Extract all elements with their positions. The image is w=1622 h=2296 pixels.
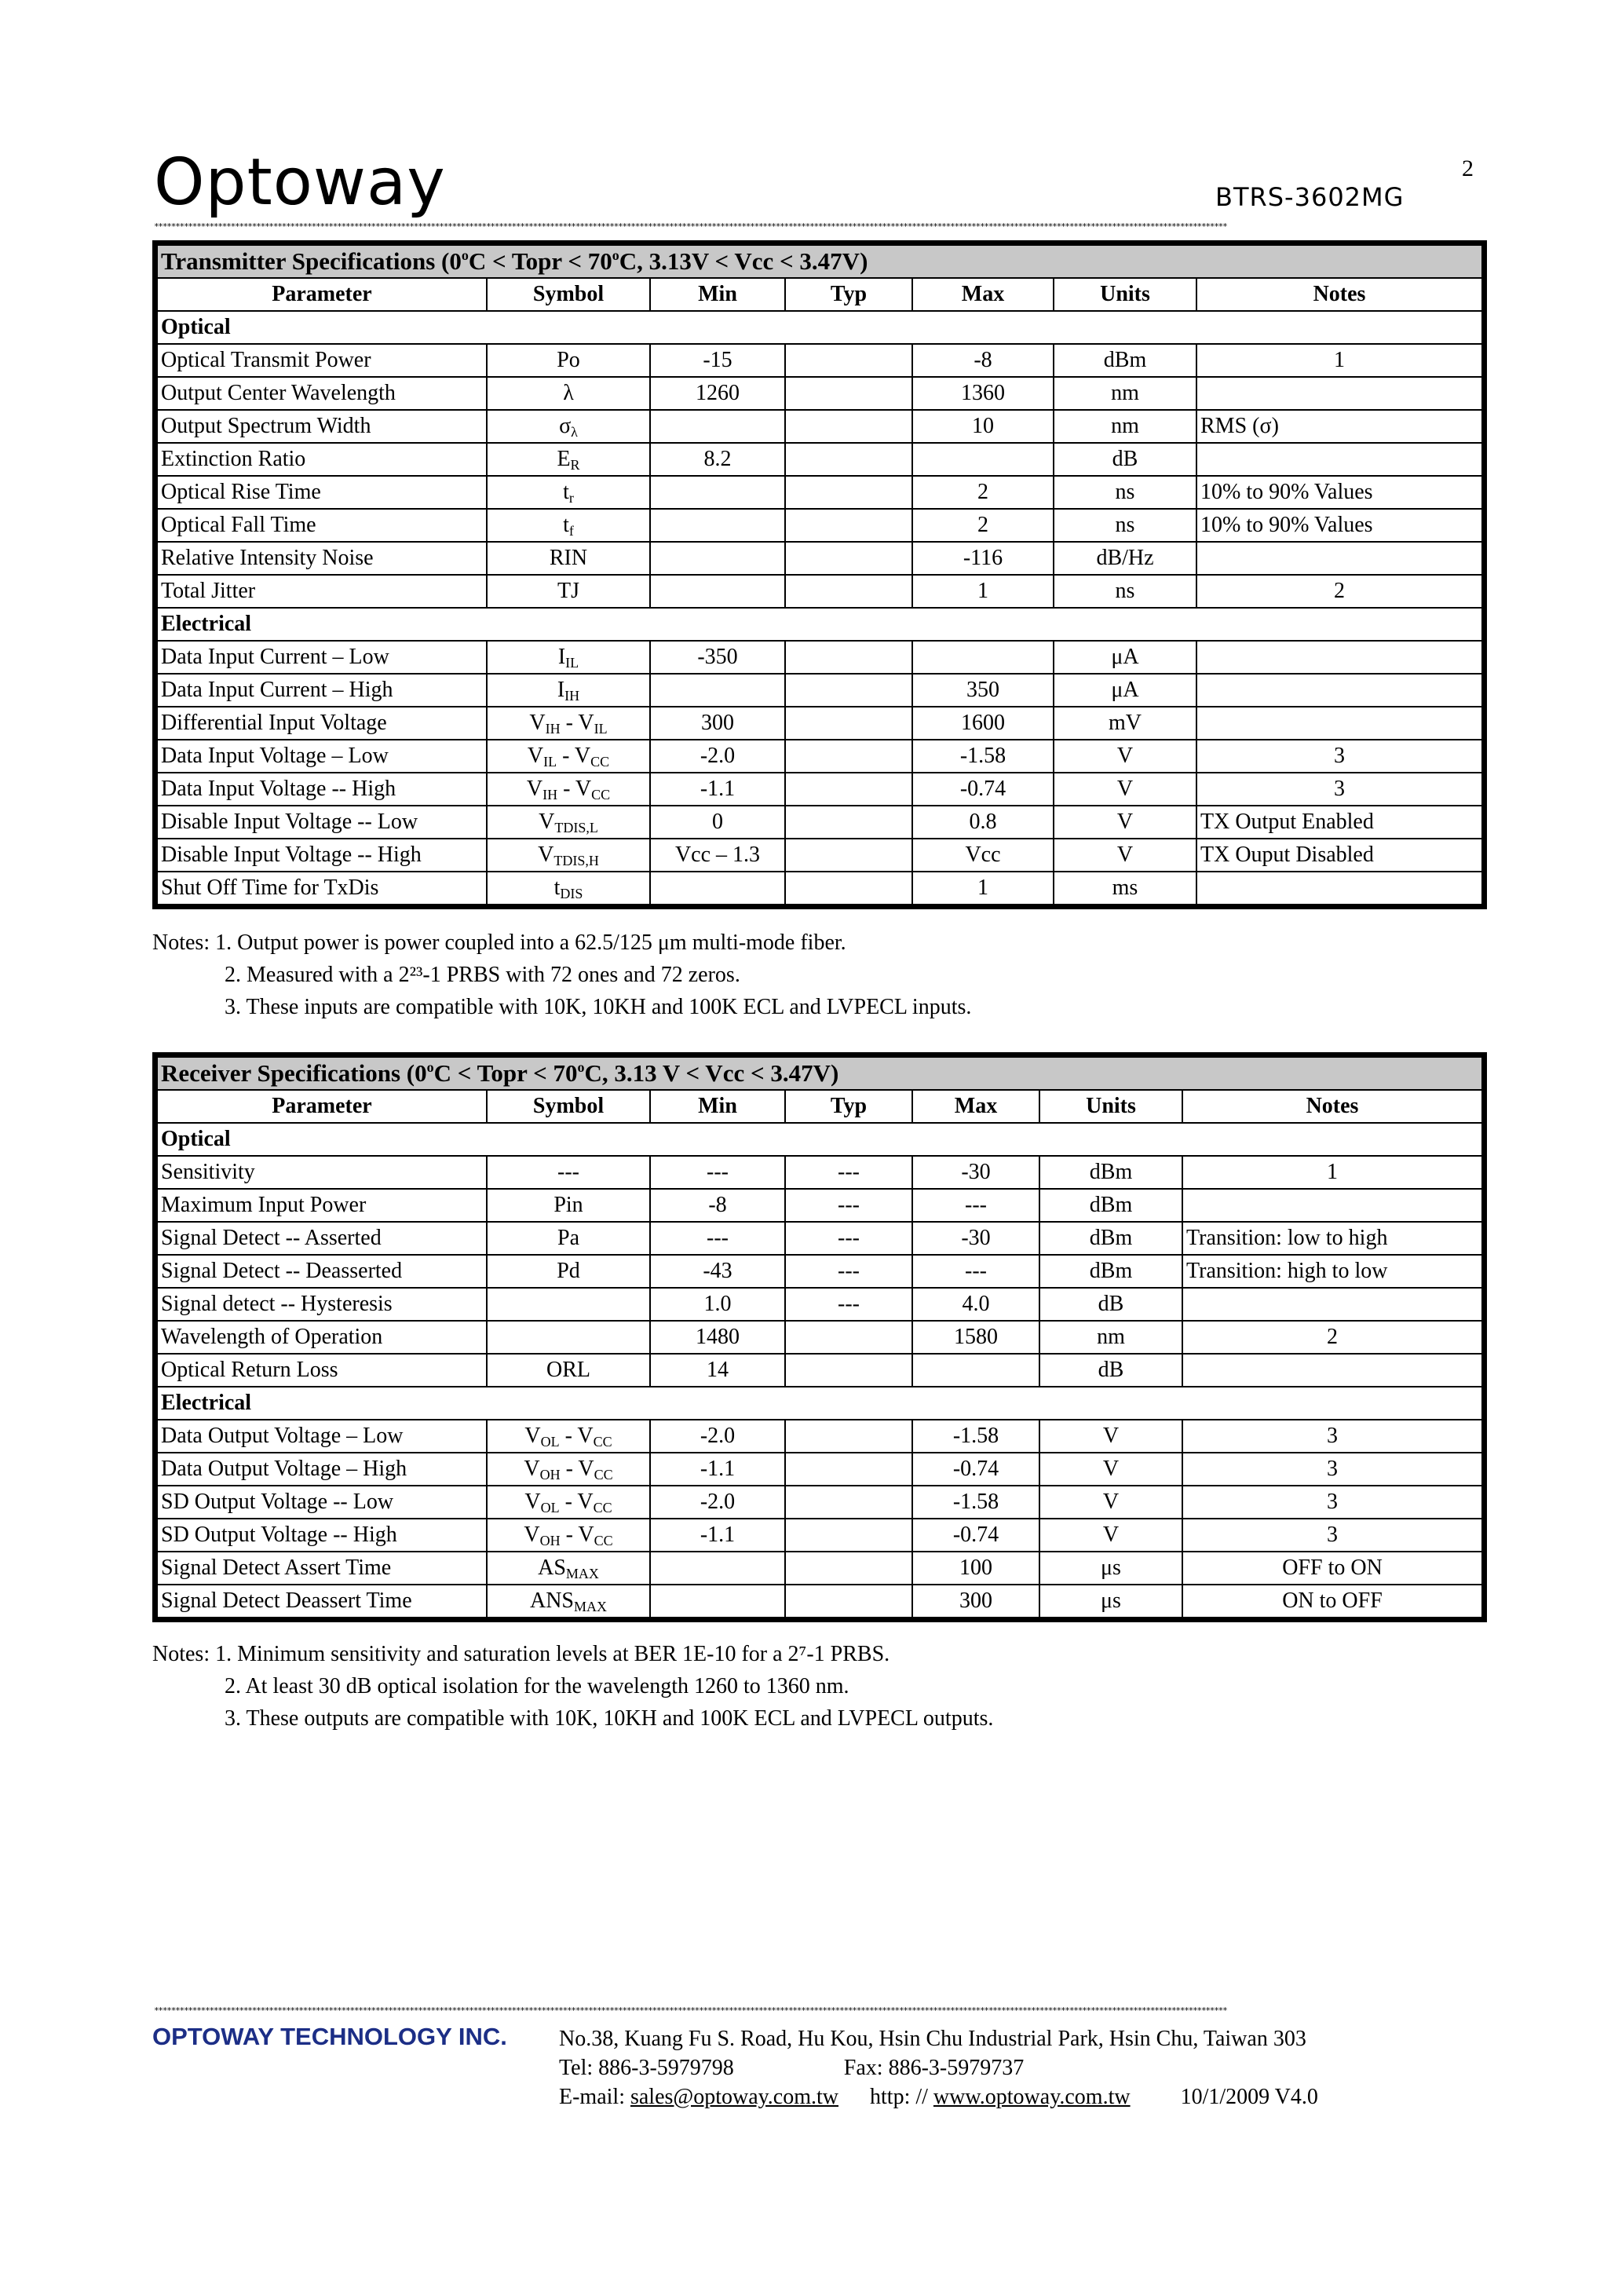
cell-symbol: --- bbox=[487, 1156, 650, 1189]
cell-typ bbox=[785, 1519, 912, 1552]
footer-contact bbox=[559, 2024, 1318, 2111]
footer-website-link[interactable]: www.optoway.com.tw bbox=[933, 2085, 1131, 2109]
cell-notes bbox=[1196, 542, 1482, 575]
footer-web-line bbox=[559, 2082, 1318, 2111]
cell-notes: 10% to 90% Values bbox=[1196, 509, 1482, 542]
cell-symbol bbox=[487, 1321, 650, 1354]
cell-min bbox=[650, 1552, 785, 1585]
section-electrical: Electrical bbox=[157, 608, 1482, 641]
cell-units: ms bbox=[1054, 872, 1196, 905]
transmitter-spec-table bbox=[152, 240, 1487, 909]
cell-notes: 1 bbox=[1182, 1156, 1482, 1189]
cell-notes: ON to OFF bbox=[1182, 1585, 1482, 1618]
cell-notes bbox=[1182, 1354, 1482, 1387]
cell-units: μs bbox=[1039, 1585, 1182, 1618]
cell-notes: 3 bbox=[1182, 1420, 1482, 1453]
cell-max: 1 bbox=[912, 575, 1054, 608]
tx-note-3: 3. These inputs are compatible with 10K, 10KH and 100K ECL and LVPECL inputs. bbox=[225, 995, 972, 1019]
cell-parameter: Signal Detect Assert Time bbox=[157, 1552, 487, 1585]
cell-max: 0.8 bbox=[912, 806, 1054, 839]
cell-parameter: Signal Detect -- Deasserted bbox=[157, 1255, 487, 1288]
cell-units: ns bbox=[1054, 509, 1196, 542]
cell-min: -1.1 bbox=[650, 1453, 785, 1486]
footer-email-link[interactable]: sales@optoway.com.tw bbox=[630, 2085, 839, 2109]
cell-symbol: $I_{IH}$ bbox=[487, 674, 650, 707]
cell-min bbox=[650, 674, 785, 707]
cell-units: dB/Hz bbox=[1054, 542, 1196, 575]
cell-max: --- bbox=[912, 1255, 1039, 1288]
rx-note-2: 2. At least 30 dB optical isolation for the wavelength 1260 to 1360 nm. bbox=[225, 1674, 849, 1698]
col-header: Symbol bbox=[487, 278, 650, 311]
cell-symbol: $I_{IL}$ bbox=[487, 641, 650, 674]
cell-max: 300 bbox=[912, 1585, 1039, 1618]
col-header: Max bbox=[912, 1090, 1039, 1123]
cell-parameter: Optical Fall Time bbox=[157, 509, 487, 542]
cell-units: V bbox=[1039, 1486, 1182, 1519]
receiver-title: Receiver Specifications ($0^oC$ < Topr < $70^oC$, 3.13 V < Vcc < 3.47V) bbox=[157, 1057, 1482, 1090]
table-row bbox=[157, 707, 1482, 740]
cell-notes bbox=[1182, 1189, 1482, 1222]
cell-min: -43 bbox=[650, 1255, 785, 1288]
footer-phone-line bbox=[559, 2053, 1318, 2082]
cell-typ: --- bbox=[785, 1288, 912, 1321]
cell-parameter: Wavelength of Operation bbox=[157, 1321, 487, 1354]
cell-typ: --- bbox=[785, 1189, 912, 1222]
cell-min: -1.1 bbox=[650, 773, 785, 806]
cell-symbol: $V_{TDIS,L}$ bbox=[487, 806, 650, 839]
table-row bbox=[157, 641, 1482, 674]
col-header: Units bbox=[1039, 1090, 1182, 1123]
table-row bbox=[157, 344, 1482, 377]
cell-units: V bbox=[1039, 1519, 1182, 1552]
cell-max: 1600 bbox=[912, 707, 1054, 740]
cell-max: --- bbox=[912, 1189, 1039, 1222]
cell-min: 300 bbox=[650, 707, 785, 740]
cell-max: -1.58 bbox=[912, 1420, 1039, 1453]
cell-max: -0.74 bbox=[912, 773, 1054, 806]
cell-typ bbox=[785, 1585, 912, 1618]
table-header-row bbox=[157, 278, 1482, 311]
cell-units: dBm bbox=[1039, 1189, 1182, 1222]
table-row bbox=[157, 1156, 1482, 1189]
col-header: Parameter bbox=[157, 278, 487, 311]
cell-typ bbox=[785, 1552, 912, 1585]
col-header: Symbol bbox=[487, 1090, 650, 1123]
table-row bbox=[157, 1288, 1482, 1321]
cell-units: V bbox=[1054, 806, 1196, 839]
col-header: Typ bbox=[785, 1090, 912, 1123]
table-row bbox=[157, 872, 1482, 905]
cell-parameter: Data Input Voltage -- High bbox=[157, 773, 487, 806]
cell-parameter: Differential Input Voltage bbox=[157, 707, 487, 740]
cell-typ bbox=[785, 443, 912, 476]
cell-units: V bbox=[1039, 1453, 1182, 1486]
cell-notes: 3 bbox=[1196, 773, 1482, 806]
cell-units: dBm bbox=[1039, 1255, 1182, 1288]
cell-notes: TX Ouput Disabled bbox=[1196, 839, 1482, 872]
cell-parameter: Output Spectrum Width bbox=[157, 410, 487, 443]
cell-symbol: $V_{TDIS,H}$ bbox=[487, 839, 650, 872]
cell-min: 1260 bbox=[650, 377, 785, 410]
table-row bbox=[157, 839, 1482, 872]
cell-min: -8 bbox=[650, 1189, 785, 1222]
cell-notes bbox=[1196, 872, 1482, 905]
cell-min: -2.0 bbox=[650, 1486, 785, 1519]
cell-min: --- bbox=[650, 1222, 785, 1255]
footer-http-label: http: // bbox=[870, 2085, 928, 2109]
cell-parameter: Signal Detect Deassert Time bbox=[157, 1585, 487, 1618]
table-row bbox=[157, 377, 1482, 410]
cell-symbol: $E_R$ bbox=[487, 443, 650, 476]
cell-parameter: SD Output Voltage -- Low bbox=[157, 1486, 487, 1519]
cell-notes: 3 bbox=[1182, 1453, 1482, 1486]
cell-min: 14 bbox=[650, 1354, 785, 1387]
cell-max: 2 bbox=[912, 509, 1054, 542]
cell-notes bbox=[1196, 443, 1482, 476]
cell-typ bbox=[785, 872, 912, 905]
cell-parameter: Maximum Input Power bbox=[157, 1189, 487, 1222]
col-header: Parameter bbox=[157, 1090, 487, 1123]
cell-units: mV bbox=[1054, 707, 1196, 740]
cell-units: ns bbox=[1054, 476, 1196, 509]
cell-units: V bbox=[1054, 839, 1196, 872]
col-header: Min bbox=[650, 1090, 785, 1123]
cell-typ: --- bbox=[785, 1222, 912, 1255]
cell-typ bbox=[785, 542, 912, 575]
cell-typ bbox=[785, 344, 912, 377]
cell-parameter: Data Input Voltage – Low bbox=[157, 740, 487, 773]
cell-parameter: Data Output Voltage – Low bbox=[157, 1420, 487, 1453]
footer-separator: ************************************************************************************************************************************************************************************************************************************************************ bbox=[154, 2007, 1227, 2015]
cell-units: ns bbox=[1054, 575, 1196, 608]
cell-max: -1.58 bbox=[912, 740, 1054, 773]
cell-typ bbox=[785, 410, 912, 443]
company-logo: Optoway bbox=[154, 145, 446, 220]
cell-min: -1.1 bbox=[650, 1519, 785, 1552]
cell-notes: Transition: low to high bbox=[1182, 1222, 1482, 1255]
tx-note-2: 2. Measured with a 2²³-1 PRBS with 72 ones and 72 zeros. bbox=[225, 963, 740, 987]
cell-typ bbox=[785, 773, 912, 806]
tx-note-1: Notes: 1. Output power is power coupled into a 62.5/125 μm multi-mode fiber. bbox=[152, 930, 846, 955]
cell-units: μs bbox=[1039, 1552, 1182, 1585]
cell-parameter: Relative Intensity Noise bbox=[157, 542, 487, 575]
cell-min: -350 bbox=[650, 641, 785, 674]
table-row bbox=[157, 1486, 1482, 1519]
cell-symbol: $V_{IH} - V_{CC}$ bbox=[487, 773, 650, 806]
cell-max: 1 bbox=[912, 872, 1054, 905]
cell-min: 1.0 bbox=[650, 1288, 785, 1321]
cell-units: dBm bbox=[1039, 1222, 1182, 1255]
cell-typ bbox=[785, 641, 912, 674]
cell-notes: 3 bbox=[1196, 740, 1482, 773]
cell-notes: RMS (σ) bbox=[1196, 410, 1482, 443]
cell-min bbox=[650, 410, 785, 443]
cell-symbol: ORL bbox=[487, 1354, 650, 1387]
cell-units: μA bbox=[1054, 641, 1196, 674]
cell-symbol: $t_{DIS}$ bbox=[487, 872, 650, 905]
cell-notes: 2 bbox=[1182, 1321, 1482, 1354]
cell-symbol: $t_f$ bbox=[487, 509, 650, 542]
footer-company-name: OPTOWAY TECHNOLOGY INC. bbox=[152, 2023, 507, 2050]
cell-max: -30 bbox=[912, 1222, 1039, 1255]
cell-parameter: Signal Detect -- Asserted bbox=[157, 1222, 487, 1255]
table-row bbox=[157, 1585, 1482, 1618]
cell-min: --- bbox=[650, 1156, 785, 1189]
cell-units: dB bbox=[1039, 1288, 1182, 1321]
cell-max: -0.74 bbox=[912, 1519, 1039, 1552]
cell-parameter: Data Input Current – High bbox=[157, 674, 487, 707]
cell-parameter: Optical Rise Time bbox=[157, 476, 487, 509]
cell-symbol: Pd bbox=[487, 1255, 650, 1288]
header-separator: ************************************************************************************************************************************************************************************************************************************************************ bbox=[154, 223, 1227, 231]
cell-parameter: Total Jitter bbox=[157, 575, 487, 608]
cell-notes: 3 bbox=[1182, 1519, 1482, 1552]
table-row bbox=[157, 674, 1482, 707]
cell-notes: 10% to 90% Values bbox=[1196, 476, 1482, 509]
cell-parameter: Signal detect -- Hysteresis bbox=[157, 1288, 487, 1321]
cell-max bbox=[912, 443, 1054, 476]
cell-notes: 1 bbox=[1196, 344, 1482, 377]
table-row bbox=[157, 476, 1482, 509]
cell-units: V bbox=[1054, 773, 1196, 806]
cell-symbol: $V_{OL} - V_{CC}$ bbox=[487, 1486, 650, 1519]
cell-units: nm bbox=[1054, 410, 1196, 443]
cell-notes: 3 bbox=[1182, 1486, 1482, 1519]
cell-typ bbox=[785, 575, 912, 608]
cell-min: -2.0 bbox=[650, 1420, 785, 1453]
cell-max: 2 bbox=[912, 476, 1054, 509]
receiver-spec-table bbox=[152, 1052, 1487, 1622]
cell-max: 1580 bbox=[912, 1321, 1039, 1354]
cell-units: dBm bbox=[1039, 1156, 1182, 1189]
table-row bbox=[157, 1420, 1482, 1453]
cell-min: Vcc – 1.3 bbox=[650, 839, 785, 872]
cell-parameter: Output Center Wavelength bbox=[157, 377, 487, 410]
cell-max: -116 bbox=[912, 542, 1054, 575]
cell-symbol: λ bbox=[487, 377, 650, 410]
cell-min bbox=[650, 542, 785, 575]
section-optical: Optical bbox=[157, 1123, 1482, 1156]
cell-min: -15 bbox=[650, 344, 785, 377]
cell-units: dBm bbox=[1054, 344, 1196, 377]
table-header-row bbox=[157, 1090, 1482, 1123]
cell-max: 4.0 bbox=[912, 1288, 1039, 1321]
cell-symbol: $V_{OL} - V_{CC}$ bbox=[487, 1420, 650, 1453]
cell-symbol: $AS_{MAX}$ bbox=[487, 1552, 650, 1585]
cell-typ bbox=[785, 806, 912, 839]
cell-typ bbox=[785, 377, 912, 410]
cell-notes bbox=[1196, 674, 1482, 707]
receiver-notes bbox=[152, 1638, 993, 1735]
col-header: Max bbox=[912, 278, 1054, 311]
footer-fax: Fax: 886-3-5979737 bbox=[843, 2056, 1025, 2080]
cell-max: -0.74 bbox=[912, 1453, 1039, 1486]
cell-min bbox=[650, 575, 785, 608]
table-row bbox=[157, 1255, 1482, 1288]
cell-symbol: TJ bbox=[487, 575, 650, 608]
transmitter-notes bbox=[152, 927, 971, 1023]
col-header: Notes bbox=[1182, 1090, 1482, 1123]
table-row bbox=[157, 1222, 1482, 1255]
cell-notes bbox=[1196, 707, 1482, 740]
cell-notes: 2 bbox=[1196, 575, 1482, 608]
cell-max bbox=[912, 1354, 1039, 1387]
cell-typ: --- bbox=[785, 1156, 912, 1189]
cell-symbol bbox=[487, 1288, 650, 1321]
transmitter-title: Transmitter Specifications ($0^oC$ < Topr < $70^oC$, 3.13V < Vcc < 3.47V) bbox=[157, 245, 1482, 278]
cell-units: μA bbox=[1054, 674, 1196, 707]
cell-symbol: $V_{IH} - V_{IL}$ bbox=[487, 707, 650, 740]
cell-symbol: $\sigma_\lambda$ bbox=[487, 410, 650, 443]
cell-units: V bbox=[1054, 740, 1196, 773]
cell-max bbox=[912, 641, 1054, 674]
table-row bbox=[157, 410, 1482, 443]
table-row bbox=[157, 1519, 1482, 1552]
cell-symbol: $ANS_{MAX}$ bbox=[487, 1585, 650, 1618]
table-row bbox=[157, 1354, 1482, 1387]
cell-symbol: $V_{OH} - V_{CC}$ bbox=[487, 1453, 650, 1486]
cell-units: nm bbox=[1039, 1321, 1182, 1354]
cell-typ bbox=[785, 1486, 912, 1519]
cell-min: 1480 bbox=[650, 1321, 785, 1354]
cell-units: V bbox=[1039, 1420, 1182, 1453]
cell-notes: TX Output Enabled bbox=[1196, 806, 1482, 839]
cell-symbol: Po bbox=[487, 344, 650, 377]
cell-notes: OFF to ON bbox=[1182, 1552, 1482, 1585]
cell-typ bbox=[785, 1354, 912, 1387]
cell-typ bbox=[785, 839, 912, 872]
cell-parameter: Optical Return Loss bbox=[157, 1354, 487, 1387]
cell-symbol: $t_r$ bbox=[487, 476, 650, 509]
cell-max: 10 bbox=[912, 410, 1054, 443]
cell-units: nm bbox=[1054, 377, 1196, 410]
page-number: 2 bbox=[1462, 155, 1474, 181]
table-row bbox=[157, 443, 1482, 476]
cell-symbol: $V_{OH} - V_{CC}$ bbox=[487, 1519, 650, 1552]
cell-parameter: Data Input Current – Low bbox=[157, 641, 487, 674]
cell-min: 0 bbox=[650, 806, 785, 839]
cell-typ bbox=[785, 674, 912, 707]
section-electrical: Electrical bbox=[157, 1387, 1482, 1420]
table-row bbox=[157, 509, 1482, 542]
col-header: Notes bbox=[1196, 278, 1482, 311]
cell-typ bbox=[785, 707, 912, 740]
cell-max: 1360 bbox=[912, 377, 1054, 410]
cell-min: 8.2 bbox=[650, 443, 785, 476]
rx-note-3: 3. These outputs are compatible with 10K, 10KH and 100K ECL and LVPECL outputs. bbox=[225, 1706, 994, 1731]
cell-typ: --- bbox=[785, 1255, 912, 1288]
cell-parameter: Extinction Ratio bbox=[157, 443, 487, 476]
table-row bbox=[157, 740, 1482, 773]
cell-typ bbox=[785, 1453, 912, 1486]
cell-typ bbox=[785, 509, 912, 542]
table-row bbox=[157, 1552, 1482, 1585]
cell-max: -8 bbox=[912, 344, 1054, 377]
cell-symbol: Pin bbox=[487, 1189, 650, 1222]
section-optical: Optical bbox=[157, 311, 1482, 344]
cell-symbol: Pa bbox=[487, 1222, 650, 1255]
cell-parameter: SD Output Voltage -- High bbox=[157, 1519, 487, 1552]
cell-parameter: Disable Input Voltage -- High bbox=[157, 839, 487, 872]
table-row bbox=[157, 1321, 1482, 1354]
table-row bbox=[157, 542, 1482, 575]
cell-min bbox=[650, 476, 785, 509]
cell-units: dB bbox=[1054, 443, 1196, 476]
model-number: BTRS-3602MG bbox=[1215, 182, 1405, 212]
table-row bbox=[157, 1189, 1482, 1222]
cell-parameter: Shut Off Time for TxDis bbox=[157, 872, 487, 905]
cell-units: dB bbox=[1039, 1354, 1182, 1387]
cell-parameter: Sensitivity bbox=[157, 1156, 487, 1189]
footer-date-version: 10/1/2009 V4.0 bbox=[1180, 2085, 1318, 2109]
table-row bbox=[157, 575, 1482, 608]
cell-parameter: Data Output Voltage – High bbox=[157, 1453, 487, 1486]
table-row bbox=[157, 1453, 1482, 1486]
footer-address: No.38, Kuang Fu S. Road, Hu Kou, Hsin Chu Industrial Park, Hsin Chu, Taiwan 303 bbox=[559, 2027, 1306, 2051]
cell-min: -2.0 bbox=[650, 740, 785, 773]
cell-typ bbox=[785, 1321, 912, 1354]
cell-notes: Transition: high to low bbox=[1182, 1255, 1482, 1288]
cell-symbol: $V_{IL} - V_{CC}$ bbox=[487, 740, 650, 773]
cell-notes bbox=[1196, 377, 1482, 410]
cell-notes bbox=[1182, 1288, 1482, 1321]
cell-max: Vcc bbox=[912, 839, 1054, 872]
cell-typ bbox=[785, 740, 912, 773]
cell-typ bbox=[785, 476, 912, 509]
cell-parameter: Disable Input Voltage -- Low bbox=[157, 806, 487, 839]
col-header: Units bbox=[1054, 278, 1196, 311]
cell-typ bbox=[785, 1420, 912, 1453]
col-header: Typ bbox=[785, 278, 912, 311]
cell-min bbox=[650, 509, 785, 542]
cell-min bbox=[650, 872, 785, 905]
cell-parameter: Optical Transmit Power bbox=[157, 344, 487, 377]
cell-max: -1.58 bbox=[912, 1486, 1039, 1519]
table-row bbox=[157, 806, 1482, 839]
cell-max: 100 bbox=[912, 1552, 1039, 1585]
cell-symbol: RIN bbox=[487, 542, 650, 575]
cell-max: 350 bbox=[912, 674, 1054, 707]
cell-max: -30 bbox=[912, 1156, 1039, 1189]
footer-email-label: E-mail: bbox=[559, 2085, 625, 2109]
rx-note-1: Notes: 1. Minimum sensitivity and saturation levels at BER 1E-10 for a 2⁷-1 PRBS. bbox=[152, 1642, 890, 1666]
table-row bbox=[157, 773, 1482, 806]
cell-notes bbox=[1196, 641, 1482, 674]
cell-min bbox=[650, 1585, 785, 1618]
footer-tel: Tel: 886-3-5979798 bbox=[559, 2056, 734, 2080]
col-header: Min bbox=[650, 278, 785, 311]
